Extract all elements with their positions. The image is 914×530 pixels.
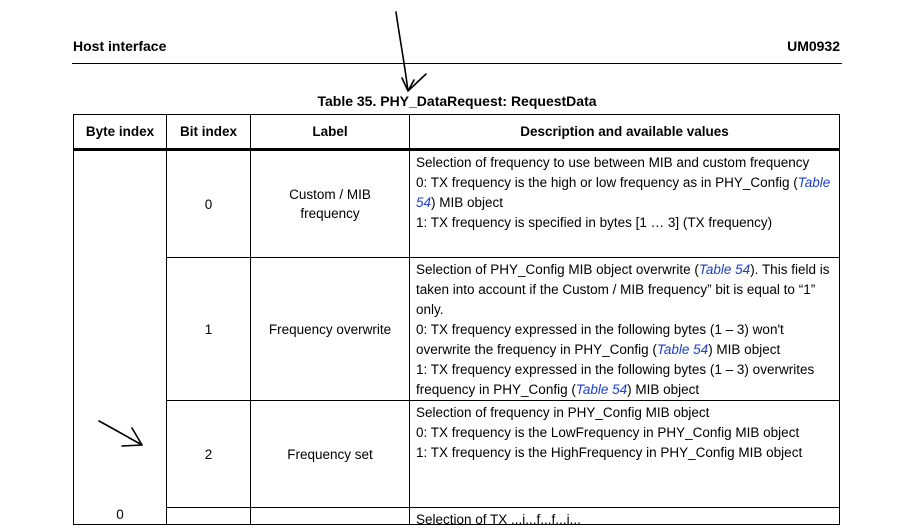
- arrow-left-icon: [99, 421, 142, 446]
- arrow-top-icon: [396, 12, 426, 91]
- section-title: Host interface: [73, 38, 167, 54]
- col-byte-index: Byte index: [74, 115, 167, 150]
- bit-index-cell: 0: [167, 150, 251, 258]
- table-54-link[interactable]: Table 54: [656, 342, 709, 357]
- document-id: UM0932: [787, 38, 840, 54]
- desc-line: 0: TX frequency expressed in the following bytes (1 – 3) won't overwrite the frequency in PHY_Config (Table 54) MIB object: [416, 322, 784, 357]
- desc-line: 0: TX frequency is the LowFrequency in PHY_Config MIB object: [416, 425, 800, 440]
- desc-line: 0: TX frequency is the high or low frequency as in PHY_Config (Table 54) MIB object: [416, 175, 831, 210]
- bit-index-cell: 1: [167, 258, 251, 401]
- desc-line: Selection of frequency in PHY_Config MIB object: [416, 405, 710, 420]
- table-54-link[interactable]: Table 54: [575, 382, 628, 397]
- desc-line: 1: TX frequency expressed in the following bytes (1 – 3) overwrites frequency in PHY_Config (Table 54) MIB object: [416, 362, 815, 397]
- desc-line-partial: Selection of TX ...i...f...f...i...: [416, 512, 581, 527]
- label-text: Custom / MIB frequency: [289, 187, 371, 221]
- label-cell: Frequency overwrite: [251, 258, 410, 401]
- desc-line: 1: TX frequency is the HighFrequency in PHY_Config MIB object: [416, 445, 803, 460]
- byte-index-cell: 0: [74, 150, 167, 525]
- col-description: Description and available values: [410, 115, 840, 150]
- table-caption: Table 35. PHY_DataRequest: RequestData: [317, 93, 597, 109]
- col-label: Label: [251, 115, 410, 150]
- bit-index-cell: 2: [167, 401, 251, 508]
- desc-line: Selection of frequency to use between MIB and custom frequency: [416, 155, 810, 170]
- col-bit-index: Bit index: [167, 115, 251, 150]
- table-54-link[interactable]: Table 54: [698, 262, 751, 277]
- desc-line: Selection of PHY_Config MIB object overwrite (Table 54). This field is taken into account if the Custom / MIB frequency” bit is equal to “1” only.: [416, 262, 830, 317]
- table-54-link[interactable]: Table 54: [416, 175, 831, 210]
- desc-line: 1: TX frequency is specified in bytes [1 … 3] (TX frequency): [416, 215, 773, 230]
- label-cell: Frequency set: [251, 401, 410, 508]
